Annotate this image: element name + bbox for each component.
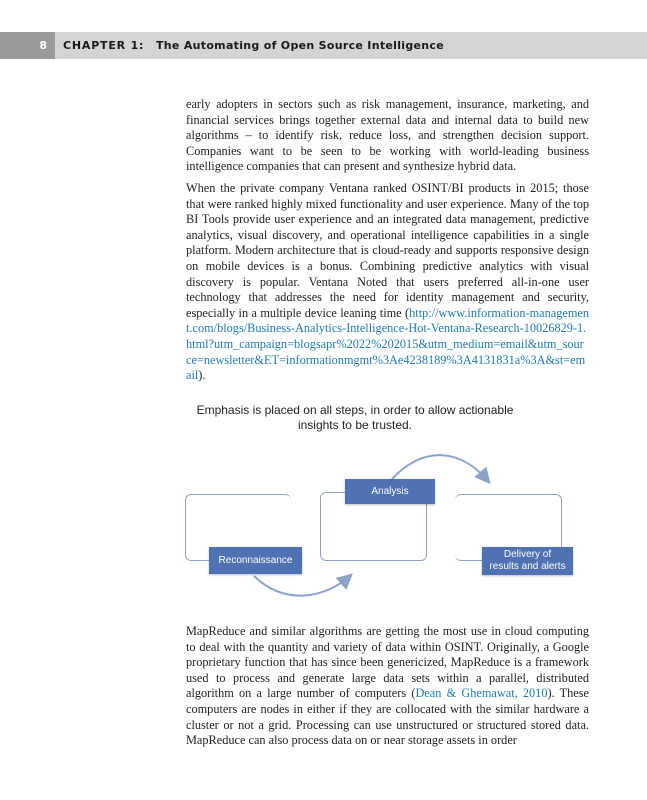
reconnaissance-step [209,547,302,574]
analysis-step [345,479,435,504]
arrow-analysis-to-delivery [392,455,488,481]
paragraph-2-end: ). [198,368,206,383]
chapter-title: The Automating of Open Source Intelligence [156,39,444,52]
paragraph-3-body [186,624,589,749]
delivery-step [482,547,573,575]
paragraph-3-rest: ). These computers are nodes in either if they are collocated with the similar hardware a cluster or not a grid. Processing can use unstructured or structured stored data. MapReduce can also process data on or near storage assets in order [186,686,589,748]
paragraph-3 [186,624,589,749]
ventana-research-link[interactable]: http://www.information-management.com/blogs/Business-Analytics-Intelligence-Hot-Ventana-Research-10026829-1.html?utm_campaign=blogsapr%2022%202015&utm_medium=email&utm_source=newsletter&ET=informationmgmt%3Ae4238189%3A4131831a%3A&st=email [186,305,589,383]
analysis-step-label: Analysis [371,485,409,497]
figure-caption: Emphasis is placed on all steps, in order to allow actionable insights to be trusted. [196,403,514,432]
page-number: 8 [0,32,55,59]
paragraph-2-text: When the private company Ventana ranked OSINT/BI products in 2015; those that were ranked highly mixed functionality and user experience. Many of the top BI Tools provide user experience and an integrated data management, predictive analytics, visual discovery, and operational intelligence capabilities in a single platform. Modern architecture that is cloud-ready and supports responsive design on mobile devices is a bonus. Combining predictive analytics with visual discovery is popular. Ventana Noted that users preferred all-in-one user technology that addresses the need for identity management and security, especially in a multiple device leaning time ( [186,181,589,320]
dean-ghemawat-citation[interactable]: Dean & Ghemawat, 2010 [415,686,548,701]
paragraph-1-text: early adopters in sectors such as risk management, insurance, marketing, and financial services brings together external data and internal data to build new algorithms – to identify risk, reduce loss, and strengthen decision support. Companies want to be seen to be working with world-leading business intelligence companies that can present and synthesize hybrid data. [186,97,589,174]
paragraph-3-text: MapReduce and similar algorithms are getting the most use in cloud computing to deal with the quantity and variety of data within OSINT. Originally, a Google proprietary function that has since been genericized, MapReduce is a framework used to process and generate large data sets within a parallel, distributed algorithm on a large number of computers ( [186,624,589,701]
chapter-label: CHAPTER 1: [63,39,145,52]
reconnaissance-step-label: Reconnaissance [218,554,293,566]
delivery-step-label: Delivery of results and alerts [489,549,566,572]
arrow-reconnaissance-to-analysis [254,576,350,596]
